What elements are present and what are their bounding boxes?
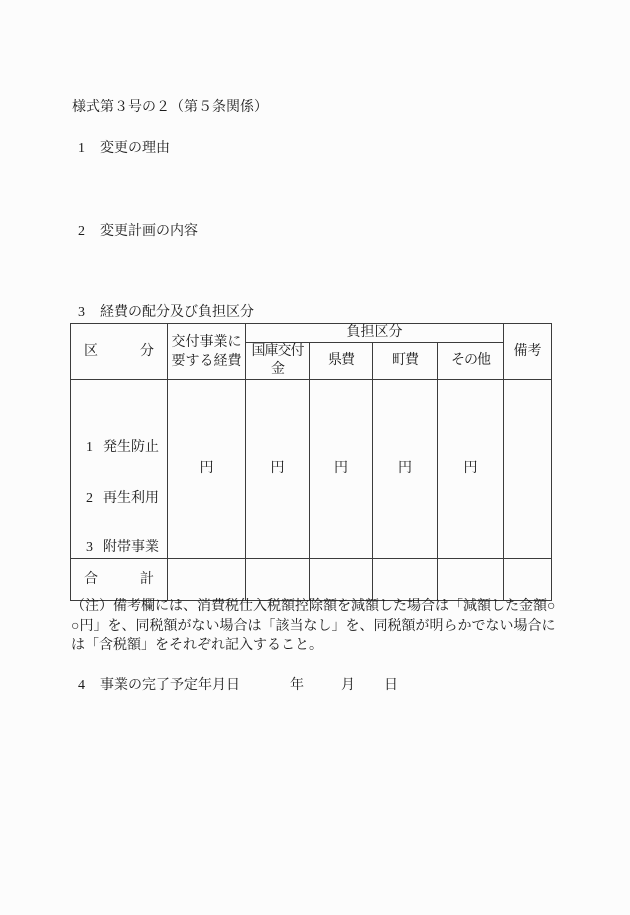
header-project-expense (168, 324, 246, 380)
header-project-expense-line2: 要する経費 (171, 353, 242, 369)
section-4-title: 事業の完了予定年月日 (100, 678, 240, 693)
yen-unit: 円 (199, 461, 214, 476)
row-title: 附帯事業 (103, 540, 159, 555)
section-1-number: 1 (78, 141, 85, 156)
cell-town-expense (373, 380, 438, 559)
day-label: 日 (384, 678, 398, 693)
category-list (71, 380, 167, 558)
total-prefecture-expense (310, 559, 373, 601)
row-title: 再生利用 (103, 491, 159, 506)
table-header-row-1 (71, 324, 552, 343)
total-project-expense (168, 559, 246, 601)
form-number: 様式第３号の２（第５条関係） (72, 100, 268, 115)
cell-other-expense (438, 380, 504, 559)
cell-project-expense (168, 380, 246, 559)
total-other-expense (438, 559, 504, 601)
cost-allocation-table (70, 323, 552, 601)
month-label: 月 (341, 678, 355, 693)
row-label-incidental-business (86, 540, 159, 556)
yen-unit: 円 (398, 461, 412, 476)
category-list-cell (71, 380, 168, 559)
section-4-heading (78, 676, 398, 695)
header-remarks: 備考 (504, 324, 552, 380)
yen-unit: 円 (270, 461, 285, 476)
row-label-recycling (86, 491, 159, 507)
row-number: 3 (86, 540, 93, 555)
row-label-occurrence-prevention (86, 440, 159, 456)
note-line-1: （注）備考欄には、消費税仕入税額控除額を減額した場合は「減額した金額○ (71, 599, 556, 614)
note-text (71, 597, 555, 656)
section-4-number: 4 (78, 678, 85, 693)
section-1-title: 変更の理由 (100, 141, 170, 156)
header-national-treasury-grant: 国庫交付金 (246, 343, 310, 380)
table-total-row (71, 559, 552, 601)
note-line-2: ○円」を、同税額がない場合は「該当なし」を、同税額が明らかでない場合に (71, 618, 556, 634)
section-3-number: 3 (78, 305, 85, 320)
yen-unit: 円 (334, 461, 348, 476)
header-prefecture-expense: 県費 (310, 343, 373, 380)
row-number: 2 (86, 491, 93, 506)
header-town-expense: 町費 (373, 343, 438, 380)
row-title: 発生防止 (103, 440, 159, 455)
cell-remarks (504, 380, 552, 559)
section-2-heading (78, 222, 198, 241)
note-line-3: は「含税額」をそれぞれ記入すること。 (71, 638, 323, 653)
total-label: 合 計 (71, 559, 168, 601)
total-national-treasury-grant (246, 559, 310, 601)
header-burden-group: 負担区分 (246, 324, 504, 343)
year-label: 年 (290, 678, 304, 693)
row-number: 1 (86, 440, 93, 455)
header-other-expense: その他 (438, 343, 504, 380)
section-2-number: 2 (78, 224, 85, 239)
table-body-row (71, 380, 552, 559)
total-town-expense (373, 559, 438, 601)
section-3-heading (78, 303, 254, 322)
yen-unit: 円 (463, 461, 478, 476)
header-project-expense-line1: 交付事業に (171, 334, 242, 350)
header-category: 区 分 (71, 324, 168, 380)
cell-prefecture-expense (310, 380, 373, 559)
section-3-title: 経費の配分及び負担区分 (100, 305, 254, 320)
section-1-heading (78, 139, 170, 158)
total-remarks (504, 559, 552, 601)
cell-national-treasury-grant (246, 380, 310, 559)
section-2-title: 変更計画の内容 (100, 224, 198, 239)
